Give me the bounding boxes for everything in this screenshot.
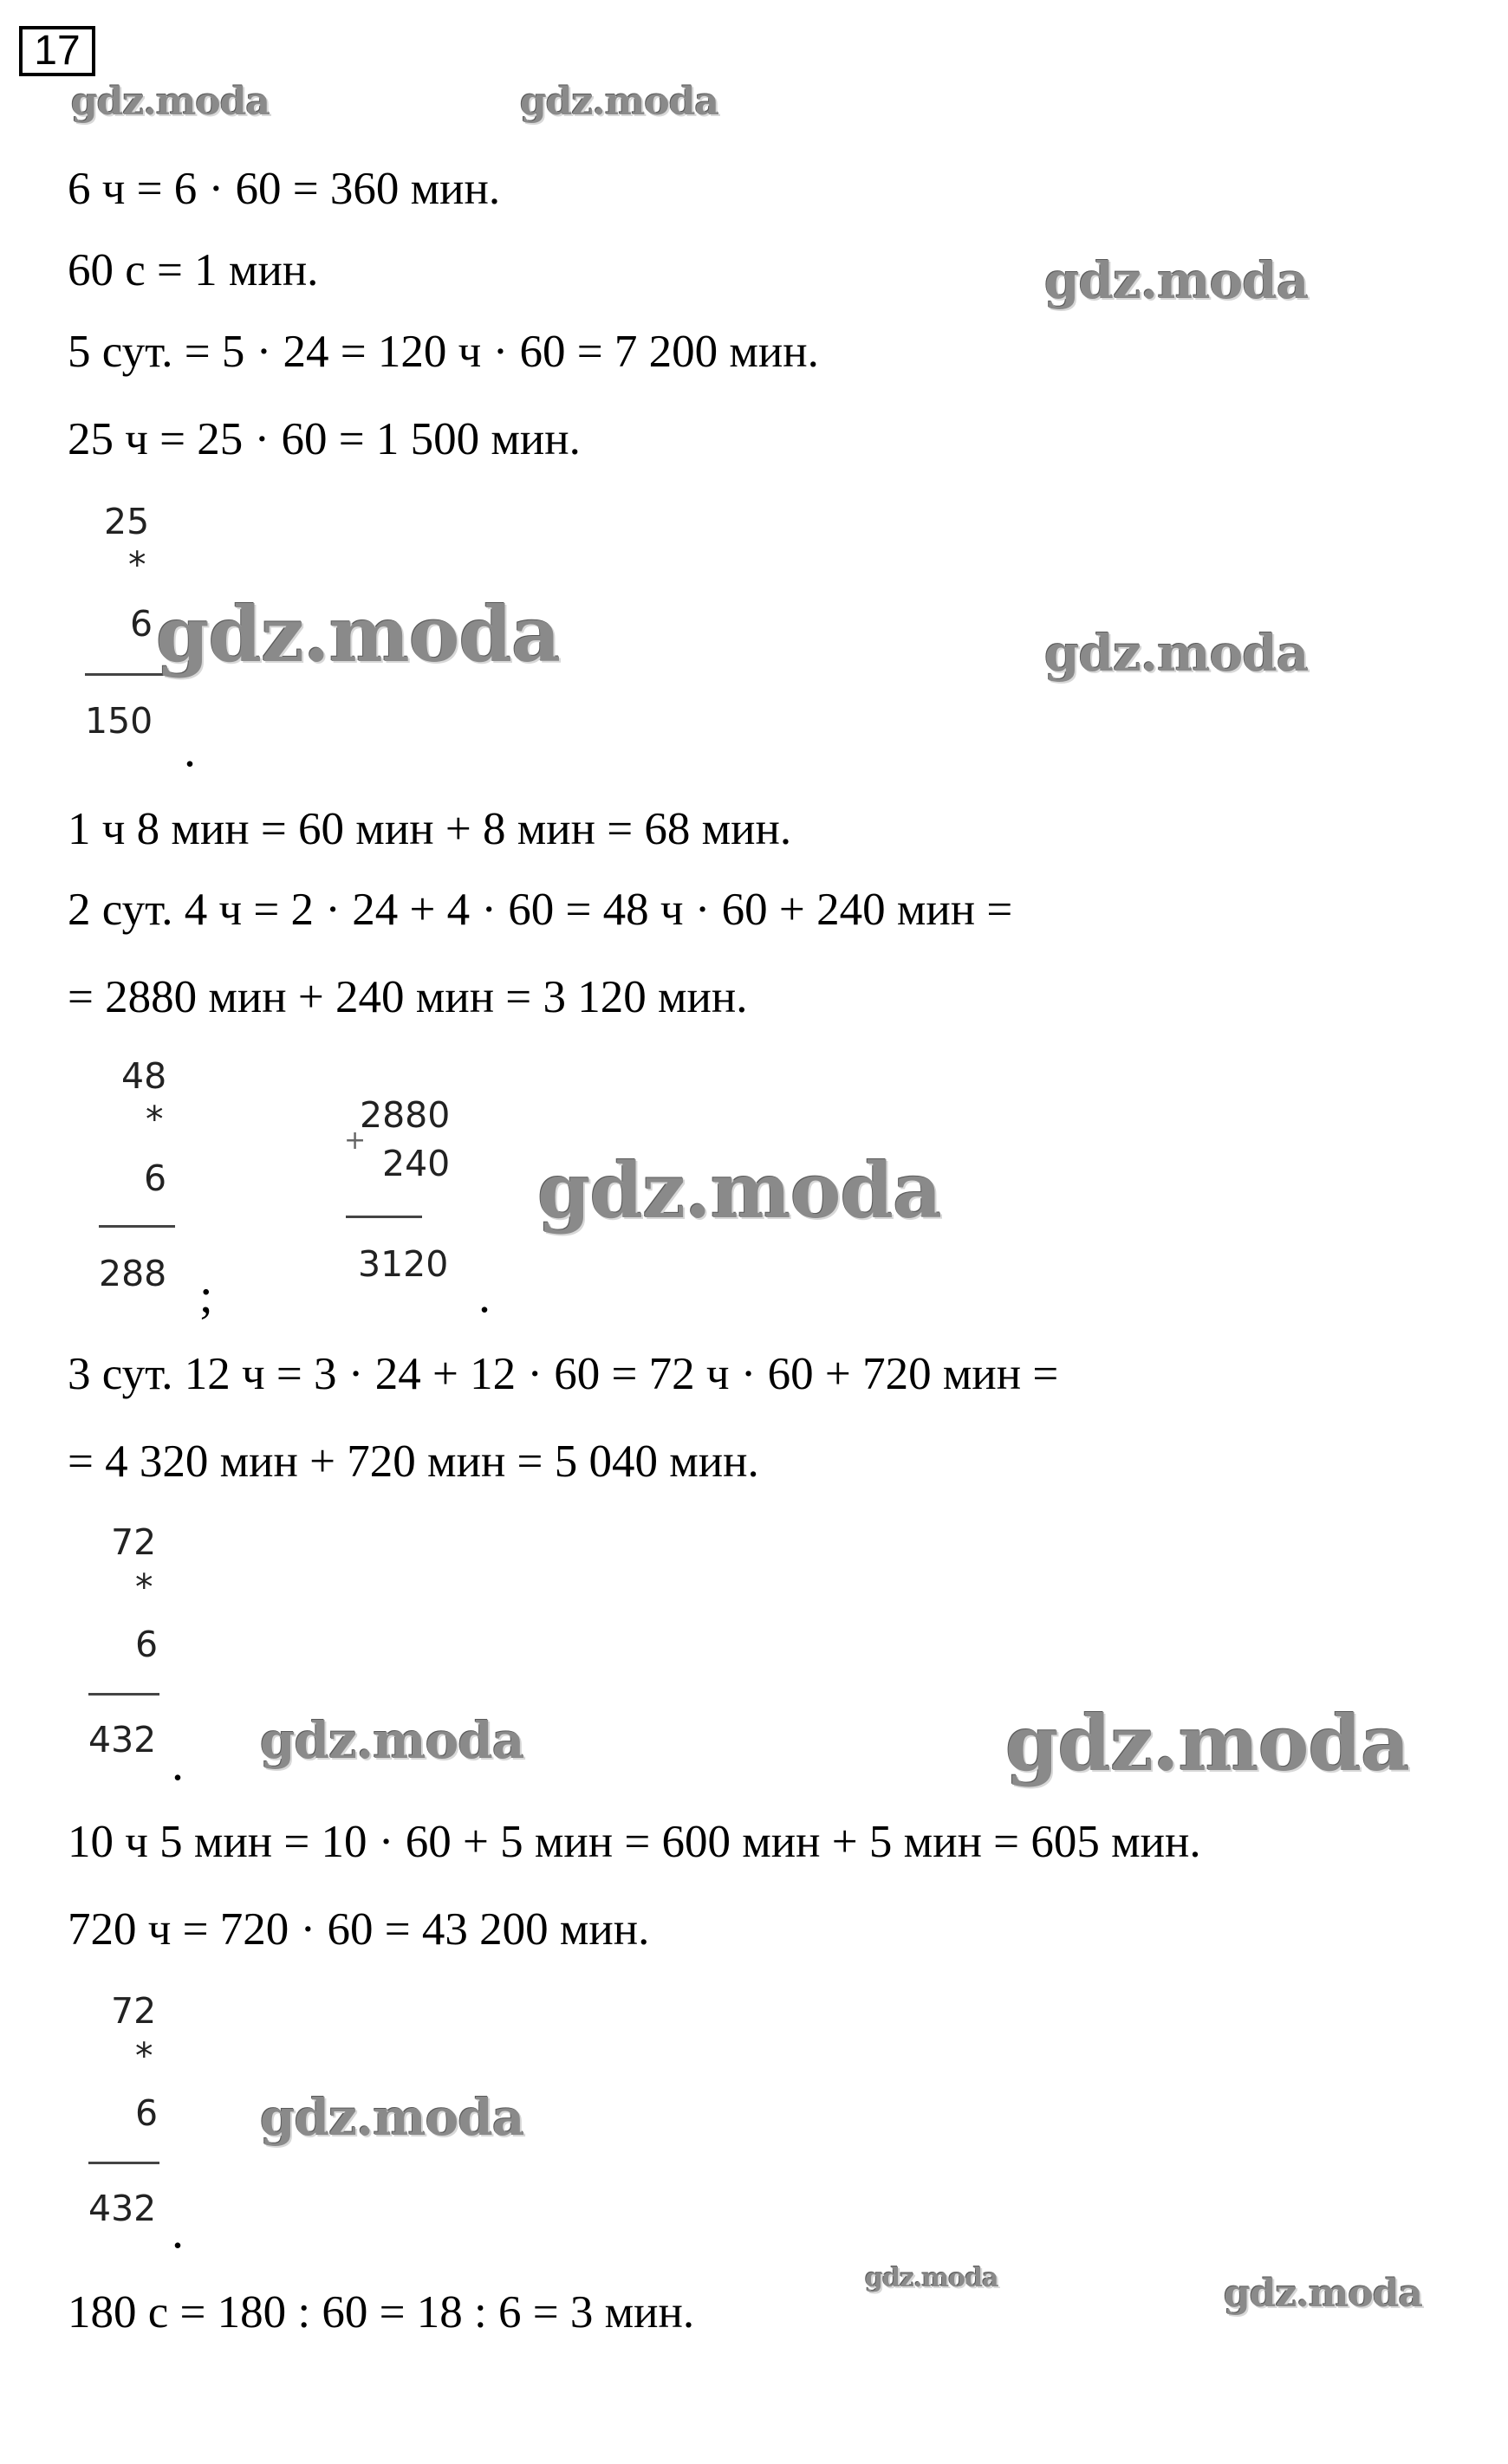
calc-result: 432 <box>88 2188 157 2229</box>
calc-top: 2880 <box>360 1094 451 1136</box>
watermark: gdz.moda <box>537 1145 942 1235</box>
calc-top: 25 <box>104 501 150 542</box>
solution-line: 10 ч 5 мин = 10 · 60 + 5 мин = 600 мин + 5 мин = 605 мин. <box>68 1817 1201 1867</box>
solution-line: 25 ч = 25 · 60 = 1 500 мин. <box>68 414 581 464</box>
calc-rule <box>99 1225 175 1228</box>
watermark: gdz.moda <box>260 1711 524 1770</box>
calc-result: 288 <box>99 1253 167 1294</box>
column-calculation <box>87 1992 208 2252</box>
watermark: gdz.moda <box>1044 251 1309 310</box>
calc-operator: + <box>344 1125 367 1156</box>
watermark: gdz.moda <box>1044 624 1309 683</box>
calc-bottom: 6 <box>135 1624 159 1665</box>
calc-operator: * <box>128 544 146 586</box>
calc-end-mark: . <box>172 2205 184 2259</box>
solution-line: = 4 320 мин + 720 мин = 5 040 мин. <box>68 1436 759 1487</box>
calc-result: 150 <box>85 700 153 742</box>
task-number: 17 <box>19 26 95 76</box>
watermark: gdz.moda <box>71 80 270 124</box>
calc-result: 3120 <box>358 1243 449 1285</box>
calc-rule <box>88 2162 159 2164</box>
watermark: gdz.moda <box>865 2263 998 2293</box>
solution-line: 5 сут. = 5 · 24 = 120 ч · 60 = 7 200 мин. <box>68 327 819 377</box>
watermark: gdz.moda <box>520 80 719 124</box>
calc-operator: * <box>135 2035 153 2077</box>
solution-line: 720 ч = 720 · 60 = 43 200 мин. <box>68 1904 650 1955</box>
calc-end-mark: . <box>172 1737 184 1791</box>
watermark: gdz.moda <box>156 589 561 679</box>
solution-line: 6 ч = 6 · 60 = 360 мин. <box>68 164 501 214</box>
calc-operator: * <box>146 1099 164 1140</box>
column-calculation <box>87 1523 208 1783</box>
calc-bottom: 6 <box>144 1157 167 1199</box>
calc-rule <box>346 1216 422 1218</box>
watermark: gdz.moda <box>1224 2272 1423 2316</box>
solution-line: 180 с = 180 : 60 = 18 : 6 = 3 мин. <box>68 2287 695 2338</box>
watermark: gdz.moda <box>1005 1698 1410 1788</box>
calc-operator: * <box>135 1566 153 1608</box>
calc-top: 48 <box>121 1055 167 1097</box>
calc-rule <box>85 673 165 676</box>
calc-bottom: 6 <box>130 603 153 645</box>
calc-result: 432 <box>88 1719 157 1760</box>
calc-top: 72 <box>111 1990 157 2032</box>
calc-end-mark: ; <box>199 1269 213 1323</box>
calc-rule <box>88 1693 159 1696</box>
calc-end-mark: . <box>478 1269 491 1323</box>
calc-end-mark: . <box>184 723 196 777</box>
calc-bottom: 6 <box>135 2092 159 2134</box>
solution-line: 3 сут. 12 ч = 3 · 24 + 12 · 60 = 72 ч · 60 + 720 мин = <box>68 1349 1059 1399</box>
column-calculation <box>95 1057 217 1317</box>
solution-line: = 2880 мин + 240 мин = 3 120 мин. <box>68 972 748 1022</box>
solution-line: 2 сут. 4 ч = 2 · 24 + 4 · 60 = 48 ч · 60 + 240 мин = <box>68 885 1013 935</box>
column-calculation <box>342 1096 481 1304</box>
calc-bottom: 240 <box>382 1143 451 1184</box>
calc-top: 72 <box>111 1521 157 1563</box>
solution-line: 1 ч 8 мин = 60 мин + 8 мин = 68 мин. <box>68 804 792 854</box>
watermark: gdz.moda <box>260 2088 524 2147</box>
solution-line: 60 с = 1 мин. <box>68 245 319 295</box>
